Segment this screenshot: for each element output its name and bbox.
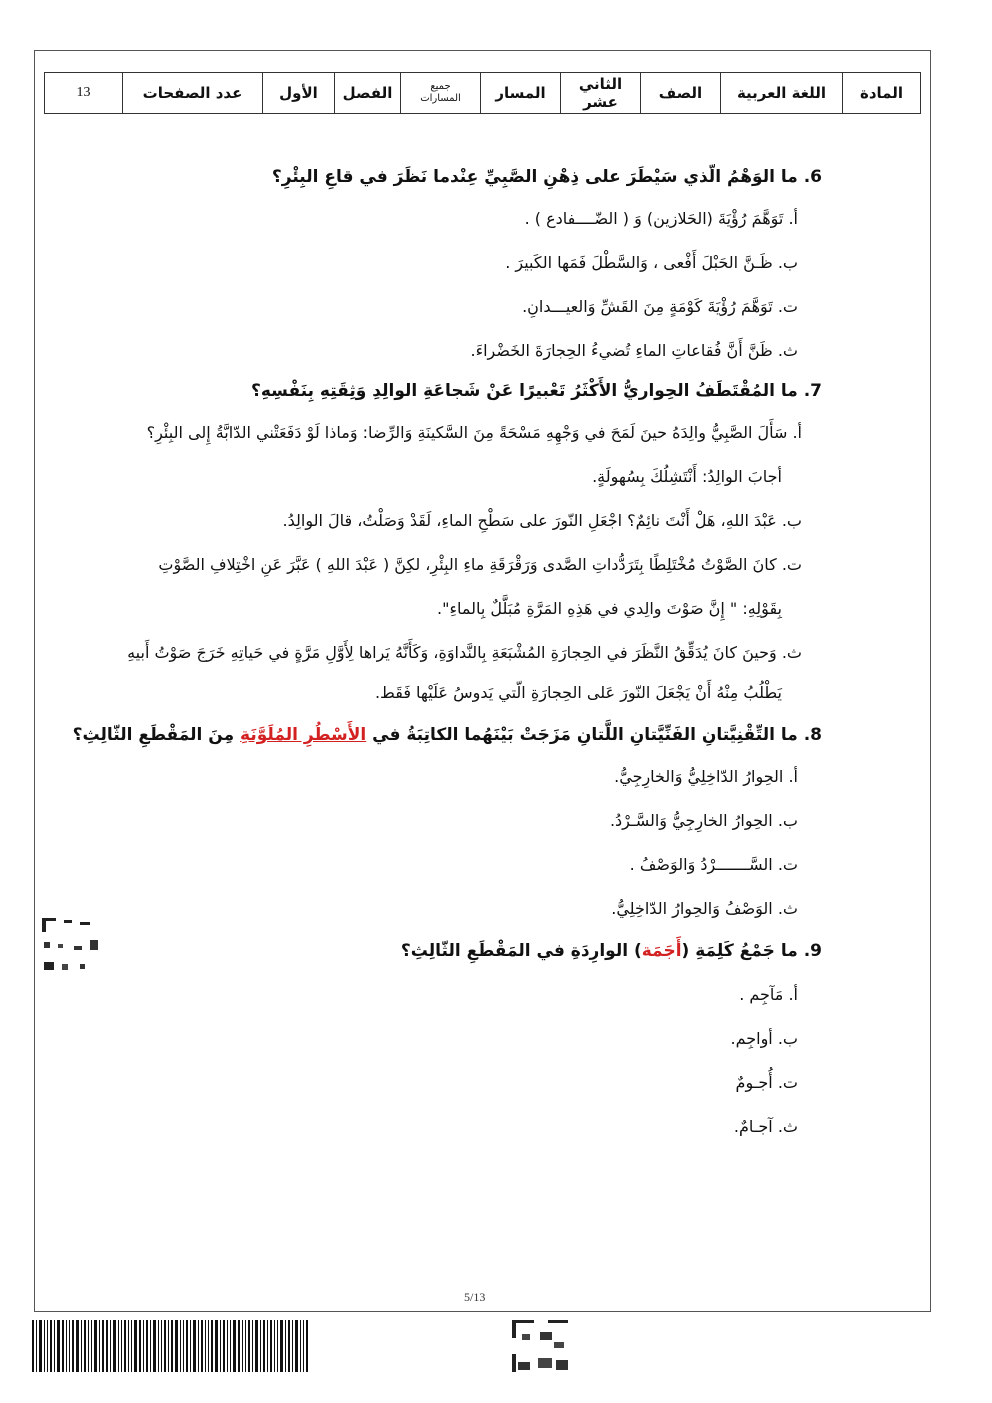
barcode-bar — [198, 1320, 199, 1372]
barcode-bar — [238, 1320, 240, 1372]
option-text: وَحينَ كانَ يُدَقِّقُ النَّظَرَ في الحِجارَةِ المُشْبَعَةِ بِالنَّداوَةِ، وَكَأَنَّهُ يَراها لِأَوَّلِ مَرَّةٍ في حَياتِهِ خَرَجَ صَوْتُ أَبيهِ — [127, 643, 777, 662]
option-letter: ت. — [777, 1073, 798, 1092]
barcode-bar — [118, 1320, 119, 1372]
barcode-bar — [245, 1320, 246, 1372]
barcode-bar — [205, 1320, 206, 1372]
question-text-before: ما التِّقْنِيَّتانِ الفَنِّيَّتانِ اللَّتانِ مَزَجَتْ بَيْنَهُما الكاتِبَةُ في — [372, 725, 798, 745]
track-label: المسار — [481, 73, 561, 114]
option-letter: ت. — [777, 297, 798, 316]
barcode-bar — [263, 1320, 265, 1372]
option-text: أواجِم. — [730, 1029, 773, 1048]
barcode-bar — [180, 1320, 181, 1372]
barcode-bar — [39, 1320, 42, 1372]
barcode-bar — [190, 1320, 191, 1372]
barcode-bar — [158, 1320, 159, 1372]
question-number: 8. — [803, 725, 822, 745]
barcode-bar — [175, 1320, 178, 1372]
question-number: 7. — [803, 381, 822, 401]
barcode-bar — [99, 1320, 100, 1372]
barcode-bar — [285, 1320, 286, 1372]
barcode-bar — [208, 1320, 209, 1372]
barcode-bar — [164, 1320, 166, 1372]
question-number: 6. — [803, 167, 822, 187]
track-value-line1: جميع — [430, 81, 451, 92]
option-text: الحِوارُ الخارِجِيُّ وَالسَّـرْدُ. — [609, 811, 773, 830]
word-highlight: أَجَمَة — [641, 941, 682, 961]
q6-option-c[interactable] — [522, 294, 798, 320]
barcode-bar — [270, 1320, 272, 1372]
barcode-bar — [193, 1320, 196, 1372]
q7-option-a[interactable] — [147, 420, 802, 446]
option-letter: أ. — [792, 423, 802, 442]
barcode-bar — [292, 1320, 293, 1372]
option-letter: ت. — [781, 555, 802, 574]
barcode-bar — [306, 1320, 308, 1372]
barcode-bar — [295, 1320, 298, 1372]
option-letter: ت. — [777, 855, 798, 874]
exam-header-table — [44, 72, 921, 114]
barcode-bar — [248, 1320, 250, 1372]
subject-label: المادة — [843, 73, 921, 114]
option-text: الوَصْفُ وَالحِوارُ الدّاخِلِيُّ. — [611, 899, 773, 918]
barcode-bar — [150, 1320, 151, 1372]
barcode-bar — [72, 1320, 74, 1372]
option-letter: ب. — [777, 1029, 798, 1048]
q7-option-c[interactable] — [158, 552, 802, 578]
q8-option-c[interactable] — [630, 852, 798, 878]
barcode-bar — [66, 1320, 67, 1372]
option-text: كانَ الصَّوْتُ مُخْتَلِطًا بِتَرَدُّداتِ الصَّدى وَرَقْرَقَةِ ماءِ البِئْرِ، لكِنَّ ( عَبْدَ اللهِ ) عَبَّرَ عَنِ اخْتِلافِ الصَّوْتِ — [158, 555, 777, 574]
barcode-bar — [211, 1320, 213, 1372]
option-text: عَبْدَ اللهِ، هَلْ أَنْتَ نائِمٌ؟ اجْعَلِ النّورَ على سَطْحِ الماءِ، لَقَدْ وَصَلْتُ، قالَ الوالِدُ. — [282, 511, 777, 530]
q8-option-a[interactable] — [614, 764, 798, 790]
barcode-bar — [121, 1320, 122, 1372]
option-text: ظَنَّ أَنَّ فُقاعاتِ الماءِ تُضيءُ الحِجارَةَ الخَضْراءَ. — [470, 341, 773, 360]
barcode-bar — [255, 1320, 258, 1372]
option-text: تَوَهَّمَ رُؤْيَةَ (الحَلازين) وَ ( الضّــــفادع ) . — [524, 209, 784, 228]
barcode-bar — [146, 1320, 148, 1372]
barcode-bar — [230, 1320, 231, 1372]
barcode-bar — [215, 1320, 218, 1372]
term-label: الفصل — [335, 73, 401, 114]
track-value — [401, 73, 481, 114]
page-indicator: 5/13 — [464, 1290, 486, 1304]
barcode-bar — [76, 1320, 79, 1372]
barcode-bar — [242, 1320, 243, 1372]
q9-option-b[interactable] — [731, 1026, 799, 1052]
barcode-bar — [161, 1320, 162, 1372]
barcode-bar — [274, 1320, 275, 1372]
grade-label: الصف — [641, 73, 721, 114]
grade-value: الثاني عشر — [561, 73, 641, 114]
barcode-bar — [128, 1320, 129, 1372]
q6-option-a[interactable] — [525, 206, 798, 232]
option-letter: ث. — [781, 643, 802, 662]
question-9 — [401, 932, 822, 970]
q6-option-d[interactable] — [471, 338, 799, 364]
question-text: ما الوَهْمُ الّذي سَيْطَرَ على ذِهْنِ الصَّبِيِّ عِنْدما نَظَرَ في قاعِ البِئْرِ؟ — [271, 167, 798, 187]
q7-option-d[interactable] — [127, 640, 802, 666]
barcode-bar — [153, 1320, 156, 1372]
barcode-bar — [134, 1320, 137, 1372]
barcode-bar — [94, 1320, 97, 1372]
term-value: الأول — [263, 73, 335, 114]
barcode-bar — [168, 1320, 169, 1372]
barcode-bar — [47, 1320, 48, 1372]
q8-option-b[interactable] — [610, 808, 798, 834]
question-text-after: مِنَ المَقْطَعِ الثّالِثِ؟ — [72, 725, 235, 745]
option-letter: ب. — [781, 511, 802, 530]
question-number: 9. — [803, 941, 822, 961]
q7-option-c-cont: بِقَوْلِهِ: " إِنَّ صَوْتَ والِدي في هَذِهِ المَرَّةِ مُبَلَّلٌ بِالماءِ". — [437, 599, 782, 618]
barcode-bar — [44, 1320, 45, 1372]
barcode-bar — [227, 1320, 228, 1372]
barcode-bar — [171, 1320, 173, 1372]
barcode-bar — [183, 1320, 184, 1372]
q7-option-a-cont: أجابَ الوالِدُ: أَنْتَشِلُكَ بِسُهولَةٍ. — [592, 467, 782, 486]
option-letter: أ. — [788, 767, 798, 786]
barcode-bar — [201, 1320, 203, 1372]
pages-value: 13 — [45, 73, 123, 114]
barcode-bar — [124, 1320, 126, 1372]
option-text: ظَـنَّ الحَبْلَ أَفْعى ، وَالسَّطْلَ فَمَها الكَبيرَ . — [505, 253, 773, 272]
option-letter: ث. — [777, 1117, 798, 1136]
option-text: أُجـومٌ — [735, 1073, 773, 1092]
barcode-bar — [288, 1320, 290, 1372]
barcode-bar — [54, 1320, 55, 1372]
q7-option-d-cont: يَطْلُبُ مِنْهُ أَنْ يَجْعَلَ النّورَ عَلى الحِجارَةِ الّتي يَدوسُ عَلَيْها فَقَط. — [374, 683, 782, 702]
barcode-bar — [280, 1320, 283, 1372]
option-letter: ب. — [777, 811, 798, 830]
barcode-bar — [113, 1320, 116, 1372]
option-text: تَوَهَّمَ رُؤْيَةَ كَوْمَةٍ مِنَ القَشِّ وَالعيـــدانِ. — [522, 297, 773, 316]
barcode-bar — [102, 1320, 104, 1372]
barcode-bar — [223, 1320, 225, 1372]
barcode-bar — [50, 1320, 52, 1372]
barcode-bar — [260, 1320, 261, 1372]
question-text-after: ) الوارِدَةِ في المَقْطَعِ الثّالِثِ؟ — [400, 941, 642, 961]
barcode-bar — [32, 1320, 34, 1372]
barcode-bar — [88, 1320, 89, 1372]
barcode-bar — [267, 1320, 268, 1372]
barcode-bar — [252, 1320, 253, 1372]
barcode-bar — [303, 1320, 304, 1372]
questions-area — [70, 158, 822, 1158]
option-text: آجـامٌ. — [733, 1117, 773, 1136]
barcode-bar — [57, 1320, 60, 1372]
q6-option-b[interactable] — [505, 250, 798, 276]
question-8 — [73, 716, 822, 754]
q8-option-d[interactable] — [611, 896, 798, 922]
option-text: مَآجِم . — [739, 985, 784, 1004]
option-letter: أ. — [788, 209, 798, 228]
barcode — [32, 1320, 404, 1372]
barcode-bar — [62, 1320, 64, 1372]
q9-option-c[interactable] — [736, 1070, 798, 1096]
option-letter: ث. — [777, 899, 798, 918]
track-value-line2: المسارات — [420, 93, 461, 104]
q9-option-a[interactable] — [739, 982, 798, 1008]
option-letter: ب. — [777, 253, 798, 272]
barcode-bar — [106, 1320, 108, 1372]
option-letter: أ. — [788, 985, 798, 1004]
question-6 — [272, 158, 822, 196]
barcode-bar — [220, 1320, 221, 1372]
question-text: ما المُقْتَطَفُ الحِواريُّ الأَكْثَرُ تَعْبيرًا عَنْ شَجاعَةِ الوالِدِ وَثِقَتِهِ بِنَفْسِهِ؟ — [250, 381, 798, 401]
option-text: السَّـــــــرْدُ وَالوَصْفُ . — [629, 855, 773, 874]
pages-label: عدد الصفحات — [123, 73, 263, 114]
barcode-bar — [300, 1320, 301, 1372]
barcode-bar — [143, 1320, 144, 1372]
scan-marker-icon — [40, 916, 104, 978]
barcode-bar — [131, 1320, 132, 1372]
subject-value: اللغة العربية — [721, 73, 843, 114]
option-letter: ث. — [777, 341, 798, 360]
qr-marker-icon — [510, 1318, 572, 1374]
barcode-bar — [69, 1320, 70, 1372]
q7-option-b[interactable] — [283, 508, 802, 534]
barcode-bar — [36, 1320, 37, 1372]
question-text-before: ما جَمْعُ كَلِمَةِ ( — [681, 941, 798, 961]
barcode-bar — [91, 1320, 92, 1372]
barcode-bar — [110, 1320, 111, 1372]
q9-option-d[interactable] — [734, 1114, 798, 1140]
option-text: الحِوارُ الدّاخِلِيُّ وَالخارِجِيُّ. — [614, 767, 784, 786]
barcode-bar — [139, 1320, 141, 1372]
barcode-bar — [84, 1320, 86, 1372]
barcode-bar — [277, 1320, 278, 1372]
barcode-bar — [81, 1320, 82, 1372]
barcode-bar — [233, 1320, 236, 1372]
colored-lines-highlight: الأَسْطُرِ المُلَوَّنَةِ — [240, 725, 367, 745]
option-text: سَأَلَ الصَّبِيُّ والِدَهُ حينَ لَمَحَ في وَجْهِهِ مَسْحَةً مِنَ السَّكينَةِ وَالرِّضا: وَماذا لَوْ دَفَعَتْني الدّابَّةُ إِلى البِئْرِ؟ — [146, 423, 788, 442]
barcode-bar — [186, 1320, 188, 1372]
question-7 — [251, 372, 822, 410]
